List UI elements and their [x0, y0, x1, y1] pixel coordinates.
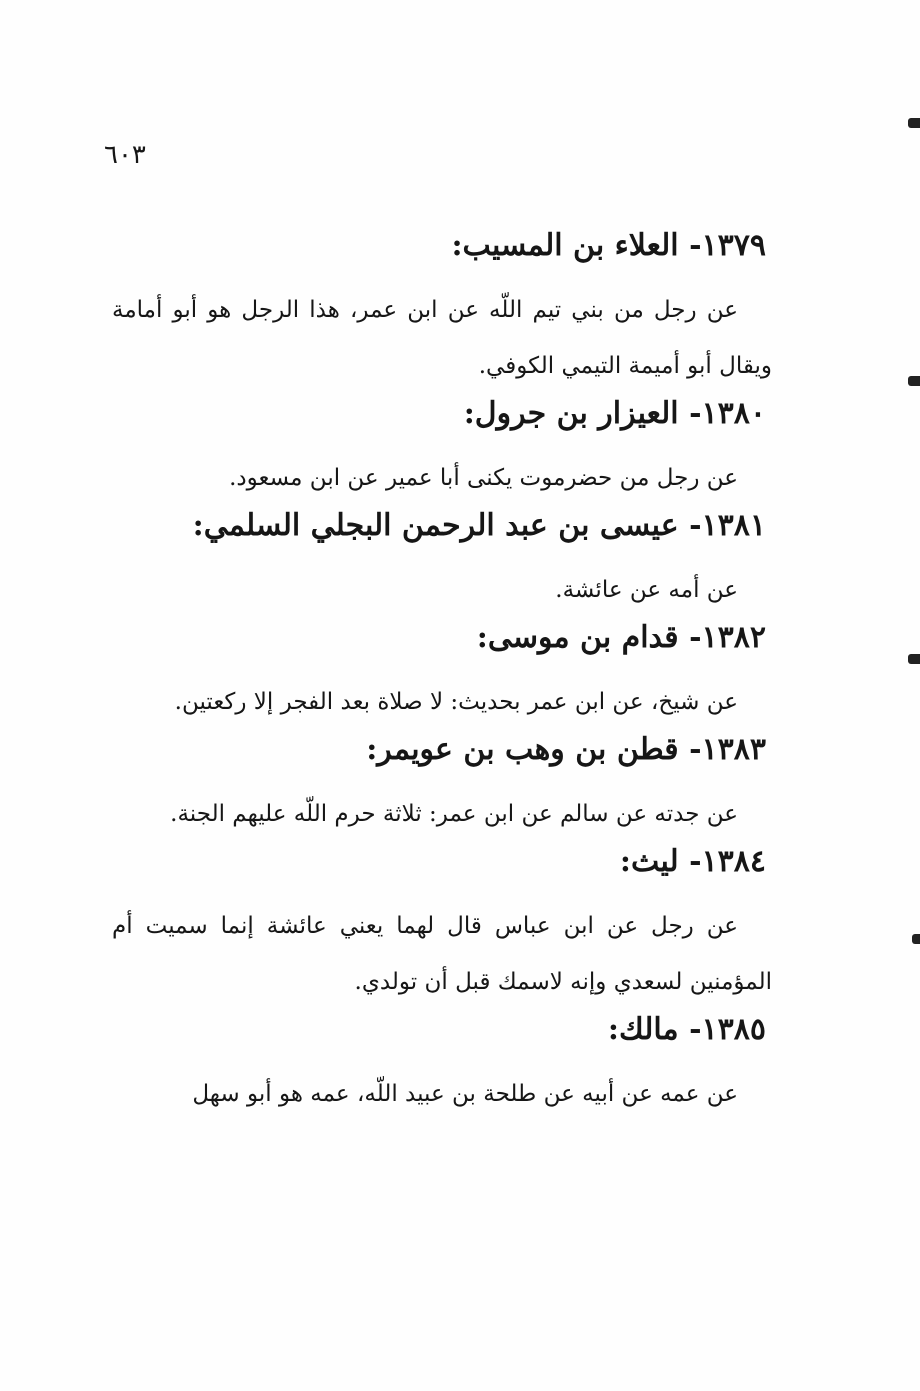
- entry-separator: -: [678, 732, 702, 767]
- page-content: [112, 226, 772, 1122]
- entry-text: عن شيخ، عن ابن عمر بحديث: لا صلاة بعد الفجر إلا ركعتين.: [174, 689, 738, 715]
- entry-1384: [112, 842, 772, 1010]
- page-number: ٦٠٣: [104, 140, 146, 170]
- entry-separator: -: [678, 844, 702, 879]
- entry-text: عن رجل من حضرموت يكنى أبا عمير عن ابن مسعود.: [229, 465, 738, 491]
- entry-separator: -: [678, 1012, 702, 1047]
- entry-number: ١٣٨٢: [701, 620, 766, 655]
- entry-separator: -: [678, 396, 702, 431]
- entry-1382: [112, 618, 772, 730]
- entry-text: عن عمه عن أبيه عن طلحة بن عبيد اللّه، عمه هو أبو سهل: [192, 1081, 738, 1107]
- entry-text: عن رجل من بني تيم اللّه عن ابن عمر، هذا الرجل هو أبو أمامة ويقال أبو أميمة التيمي الكوفي.: [112, 297, 772, 379]
- scan-edge-mark: [908, 654, 920, 664]
- scan-edge-mark: [908, 118, 920, 128]
- entry-number: ١٣٨٠: [701, 396, 766, 431]
- entry-name: العلاء بن المسيب:: [451, 228, 679, 263]
- entry-name: قطن بن وهب بن عويمر:: [366, 732, 679, 767]
- entry-1381: [112, 506, 772, 618]
- entry-name: عيسى بن عبد الرحمن البجلي السلمي:: [192, 508, 679, 543]
- entry-number: ١٣٧٩: [701, 228, 766, 263]
- entry-heading: [112, 226, 772, 266]
- entry-separator: -: [678, 620, 702, 655]
- entry-separator: -: [678, 508, 702, 543]
- entry-heading: [112, 618, 772, 658]
- entry-number: ١٣٨٤: [701, 844, 766, 879]
- entry-text: عن رجل عن ابن عباس قال لهما يعني عائشة إنما سميت أم المؤمنين لسعدي وإنه لاسمك قبل أن تولدي.: [112, 913, 772, 995]
- entry-heading: [112, 1010, 772, 1050]
- entry-text: عن أمه عن عائشة.: [555, 577, 738, 603]
- entry-heading: [112, 394, 772, 434]
- entry-1383: [112, 730, 772, 842]
- entry-text: عن جدته عن سالم عن ابن عمر: ثلاثة حرم اللّه عليهم الجنة.: [170, 801, 738, 827]
- entry-heading: [112, 730, 772, 770]
- entry-name: قدام بن موسى:: [476, 620, 679, 655]
- entry-1379: [112, 226, 772, 394]
- entry-1380: [112, 394, 772, 506]
- entry-number: ١٣٨٥: [701, 1012, 766, 1047]
- entry-separator: -: [678, 228, 702, 263]
- entry-heading: [112, 506, 772, 546]
- scan-edge-mark: [912, 934, 920, 944]
- entry-name: العيزار بن جرول:: [463, 396, 679, 431]
- entry-number: ١٣٨١: [701, 508, 766, 543]
- entry-heading: [112, 842, 772, 882]
- entry-number: ١٣٨٣: [701, 732, 766, 767]
- entry-name: ليث:: [619, 844, 679, 879]
- entry-1385: [112, 1010, 772, 1122]
- scan-edge-mark: [908, 376, 920, 386]
- entry-name: مالك:: [607, 1012, 679, 1047]
